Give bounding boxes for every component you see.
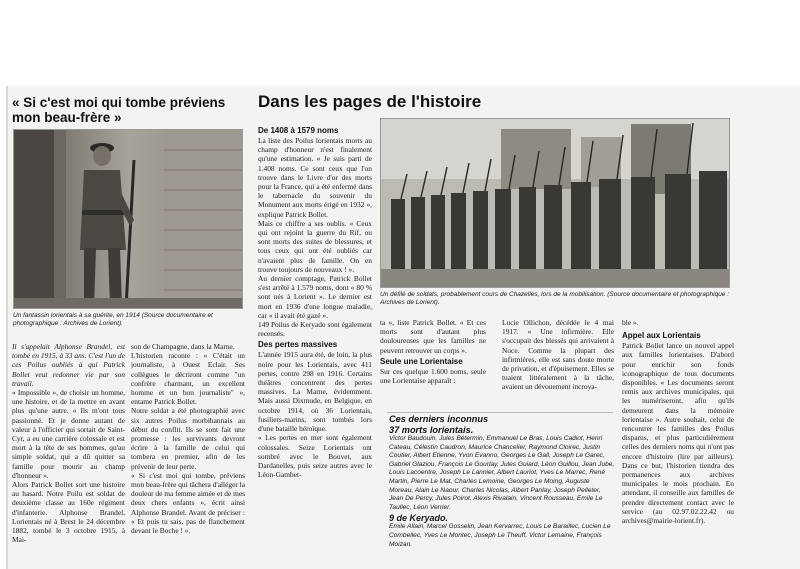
col3-paragraph-5: L'année 1915 aura été, de loin, la plus noire pour les Lorientais, avec 411 pertes, contre 298 en 1916. Certains théâtres concentrent des pertes massives. La Marne, évidemment. Mais aussi Dixmude, en Belgique, en octobre 1914, où 36 Lorientais, fusiliers-marins, sont tombés lors d'une bataille héroïque. [258, 350, 372, 434]
col4-paragraph-1: ta », liste Patrick Bollet. « Et ces morts sont d'autant plus douloureuses que les familles ne peuvent retrouver un corps ». [380, 318, 486, 355]
parade-photo-drawing [381, 119, 730, 288]
left-headline: « Si c'est moi qui tombe préviens mon beau-frère » [12, 95, 226, 125]
col2-paragraph-4: « Si c'est moi qui tombe, préviens mon beau-frère qui tâchera d'alléger la douleur de ma femme aimée et de mes deux chers enfants », écrit ainsi Alphonse Brandel. Avant de préciser : « Et puis tu sais, pas de flanchement devant le Boche ! ». [131, 470, 245, 536]
soldier-photo-caption: Un fantassin lorientais à sa guérite, en 1914 (Source documentaire et photographique : Archives de Lorient). [13, 312, 213, 328]
col1-lead: Il s'appelait Alphonse Brandel, est tombé en 1915, à 33 ans. C'est l'un de ces Poilus oubliés à qui Patrick Bollet veut redonner vie par son travail. [12, 342, 125, 388]
box-names-keryado: Emile Allain, Marcel Gosselin, Jean Kervarrec, Louis Le Baraillec, Lucien Le Combellec, Yves Le Montec, Joseph Le Theuff, Victor Lemaine, François Moizan. [389, 523, 611, 548]
col2-paragraph-3: Notre soldat a été photographié avec six autres Poilus morbihannais au début du conflit. Ils se sont fait une promesse : les survivants devront écrire à la famille de celui qui tombera en premier, afin de les prévenir de leur perte. [131, 406, 245, 471]
col1-paragraph-2: « Impossible », de choisir un homme, une histoire, et de la mettre en avant plus qu'une autre. « Ils m'ont tous passionné. Et je donne autant de valeur à l'officier qui sortait de Saint-Cyr, a eu une carrière colossale et est mort à la tête de ses hommes, qu'au simple soldat, qui a dû quitter sa famille pour mourir au champ d'honneur ». [12, 388, 125, 480]
subhead-1408-1579: De 1408 à 1579 noms [258, 126, 339, 135]
column-4 [380, 318, 486, 408]
subhead-seule-lorientaise: Seule une Lorientaise [380, 356, 463, 366]
appeal-title: Appel aux Lorientais [622, 331, 701, 341]
unknown-names-box [389, 414, 615, 569]
column-5 [502, 318, 614, 408]
box-rule [387, 412, 613, 413]
column-2 [131, 342, 245, 569]
soldier-photo [13, 129, 243, 309]
col1-paragraph-3: Alors Patrick Bollet sort une histoire au hasard. Notre Poilu est soldat de deuxième classe au 160e régiment d'infanterie. Alphonse Brandel, Lorientais né à Brest le 24 décembre 1882, tombé le 3 octobre 1915, à Mai- [12, 480, 125, 545]
col3-paragraph-3: Au dernier comptage, Patrick Bollet s'est arrêté à 1.579 noms, dont « 80 % sont nés à Lorient ». Le dernier est mort en 1936 d'une longue maladie, car « il avait été gazé ». [258, 274, 372, 320]
col3-paragraph-1: La liste des Poilus lorientais morts au champ d'honneur n'est finalement qu'une estimation. « Je suis parti de 1.408 noms. Ce sont ceux que l'on trouve dans le Livre d'or des morts pour la France, qui a été enfermé dans le tabernacle du souvenir du Monument aux morts érigé en 1932 », explique Patrick Bollet. [258, 136, 372, 219]
col6-paragraph-0: ble ». [622, 318, 639, 327]
parade-photo-caption: Un défilé de soldats, probablement cours de Chazelles, lors de la mobilisation. (Source documentaire et photographique : Archives de Lorient). [380, 291, 730, 307]
col3-paragraph-2: Mais ce chiffre a ses oublis. « Ceux qui ont rejoint la guerre du Rif, ou sont morts des suites de blessures, et tous ceux qui ont été oubliés car n'avaient plus de famille. On en trouve toujours de nouveaux ! ». [258, 218, 372, 274]
page-fold-shadow [6, 86, 8, 569]
appeal-paragraph: Patrick Bollet lance un nouvel appel aux familles lorientaises. D'abord pour enrichir son fonds iconographique de tous documents disponibles. « Les documents seront remis aux archives municipales, qui les numériseront, afin qu'ils demeurent dans la mémoire lorientaise ». Autre souhait, celui de rencontrer les familles des Poilus disparus, et plus particulièrement celles des derniers noms qui n'ont pas encore d'histoire (lire par ailleurs). Dans ce but, l'historien tiendra des permanences aux archives municipales le mois prochain. En attendant, il conseille aux familles de prendre directement contact avec le service (au 02.97.02.22.42 ou archives@mairie-lorient.fr). [622, 341, 734, 526]
box-subtitle-keryado: 9 de Keryado. [389, 513, 449, 524]
parade-photo [380, 118, 730, 288]
column-3 [258, 124, 372, 569]
col4-paragraph-2: Sur ces quelque 1.600 noms, seule une Lorientaise apparaît : [380, 366, 486, 386]
column-6 [622, 318, 734, 569]
col3-paragraph-4: 149 Poilus de Keryado sont également recensés. [258, 320, 372, 339]
box-title-line-2: 37 morts lorientais. [389, 424, 474, 435]
subhead-pertes-massives: Des pertes massives [258, 340, 338, 350]
col5-paragraph-1: Lucie Ollichon, décédée le 4 mai 1917. « Une infirmière. Elle s'occupait des blessés qui arrivaient à Noce. Comme la plupart des infirmières, elle est sans doute morte de privation, et d'épuisement. Elles se tuaient littéralement à la tâche, avaient un dévouement incroya- [502, 318, 614, 392]
box-names-lorient: Victor Baudouin, Jules Bétermin, Emmanuel Le Bras, Louis Cadiot, Henri Cateau, Célestin Caudron, Maurice Chancelier, Raymond Cloirec, Justin Coutier, Albert Etienne, Yvon Evanno, Georges Le Gall, Joseph Le Garec, Gabriel Glaziou, François Le Gourlay, Jules Guiard, Léon Guillou, Jean Jube, Louis Lacoentre, Joseph Le Lannier, Albert Lauriot, Yves Le Marrec, René Martin, Pierre Le Mat, Charles Lemoine, Georges Le Moing, Auguste Moreau, Alain Le Naour, Charles Nicolas, Albert Panlay, Joseph Pelleter, Jean De Percy, Jules Poirot, Alexis Rivalain, Vincent Rousseau, Emile Le Taullec, Léon Verrier. [389, 435, 615, 511]
soldier-photo-drawing [14, 130, 243, 309]
col2-paragraph-1: son de Champagne, dans la Marne. [131, 342, 235, 351]
column-1 [12, 342, 125, 569]
main-headline: Dans les pages de l'histoire [258, 92, 482, 111]
col2-paragraph-2: L'historien raconte : « C'était un journaliste, à Ouest Eclair. Ses collègues le décriront comme "un confrère charmant, un excellent homme et un bon journaliste" », entame Patrick Bollet. [131, 351, 245, 407]
box-title-line-1: Ces derniers inconnus [389, 414, 489, 424]
col3-paragraph-6: « Les pertes en mer sont également colossales. Seize Lorientais ont sombré avec le Bouvet, aux Dardanelles, puis seize autres avec le Léon-Gambet- [258, 433, 372, 480]
